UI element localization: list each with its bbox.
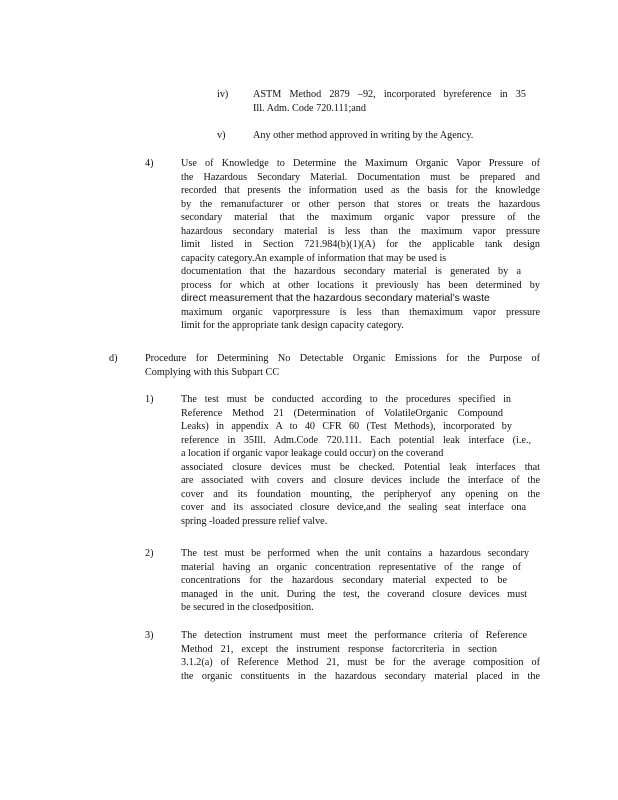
text-line: a location if organic vapor leakage could occur) on the coverand: [181, 448, 444, 459]
text-line: by the remanufacturer or other person that stores or treats the hazardous: [181, 198, 540, 210]
text-line: the organic constituents in the hazardous secondary material placed in the: [181, 670, 540, 682]
item-v-text: [253, 129, 526, 143]
text-line: process for which at other locations it previously has been determined by: [181, 279, 540, 291]
text-line: 3.1.2(a) of Reference Method 21, must be for the average composition of: [181, 657, 540, 668]
text-line: are associated with covers and closure devices include the interface of the: [181, 475, 540, 486]
text-line: limit listed in Section 721.984(b)(1)(A) for the applicable tank design: [181, 239, 540, 250]
item-label-d3: 3): [145, 630, 154, 641]
item-d2-text: [181, 547, 540, 615]
text-line: maximum organic vaporpressure is less than themaximum vapor pressure: [181, 306, 540, 318]
text-line: Use of Knowledge to Determine the Maximum Organic Vapor Pressure of: [181, 158, 540, 169]
item-iv-text: [253, 88, 526, 115]
text-line: cover and its associated closure device,and the sealing seat interface ona: [181, 502, 526, 513]
text-line: material having an organic concentration representative of the range of: [181, 561, 521, 573]
text-line: The test must be performed when the unit contains a hazardous secondary: [181, 548, 529, 559]
text-line: Complying with this Subpart CC: [145, 366, 280, 378]
item-d3-text: [181, 629, 540, 683]
text-line: Method 21, except the instrument response factorcriteria in section: [181, 643, 497, 655]
text-line: documentation that the hazardous secondary material is generated by a: [181, 266, 521, 277]
item-label-d1: 1): [145, 394, 154, 405]
text-line: managed in the unit. During the test, the coverand closure devices must: [181, 588, 527, 600]
text-line: concentrations for the hazardous secondary material expected to be: [181, 575, 507, 586]
item-d-heading: [145, 352, 540, 379]
text-line: The test must be conducted according to the procedures specified in: [181, 394, 511, 405]
item-label-iv: iv): [217, 89, 229, 100]
text-line: reference in 35Ill. Adm.Code 720.111. Each potential leak interface (i.e.,: [181, 434, 531, 446]
text-line: be secured in the closedposition.: [181, 602, 314, 613]
text-line: cover and its foundation mounting, the peripheryof any opening on the: [181, 488, 540, 500]
text-line: ASTM Method 2879 –92, incorporated byreference in 35: [253, 89, 526, 100]
text-line: The detection instrument must meet the performance criteria of Reference: [181, 630, 527, 641]
text-line: direct measurement that the hazardous secondary material’s waste: [181, 293, 490, 304]
text-line: hazardous secondary material is less than the maximum vapor pressure: [181, 225, 540, 237]
item-label-d2: 2): [145, 548, 154, 559]
text-line: recorded that presents the information used as the basis for the knowledge: [181, 185, 540, 196]
text-line: Procedure for Determining No Detectable Organic Emissions for the Purpose of: [145, 353, 540, 364]
text-line: spring -loaded pressure relief valve.: [181, 515, 328, 527]
text-line: Any other method approved in writing by the Agency.: [253, 130, 474, 141]
item-4-text: [181, 157, 540, 333]
item-label-d: d): [109, 353, 118, 364]
text-line: secondary material that the maximum organic vapor pressure of the: [181, 212, 540, 223]
text-line: limit for the appropriate tank design capacity category.: [181, 320, 404, 331]
text-line: the Hazardous Secondary Material. Documentation must be prepared and: [181, 171, 540, 183]
text-line: Ill. Adm. Code 720.111;and: [253, 102, 366, 114]
text-line: Leaks) in appendix A to 40 CFR 60 (Test Methods), incorporated by: [181, 421, 512, 432]
text-line: capacity category.An example of information that may be used is: [181, 252, 447, 264]
item-label-4: 4): [145, 158, 154, 169]
text-line: Reference Method 21 (Determination of VolatileOrganic Compound: [181, 407, 503, 419]
item-label-v: v): [217, 130, 226, 141]
item-d1-text: [181, 393, 540, 528]
text-line: associated closure devices must be checked. Potential leak interfaces that: [181, 461, 540, 473]
